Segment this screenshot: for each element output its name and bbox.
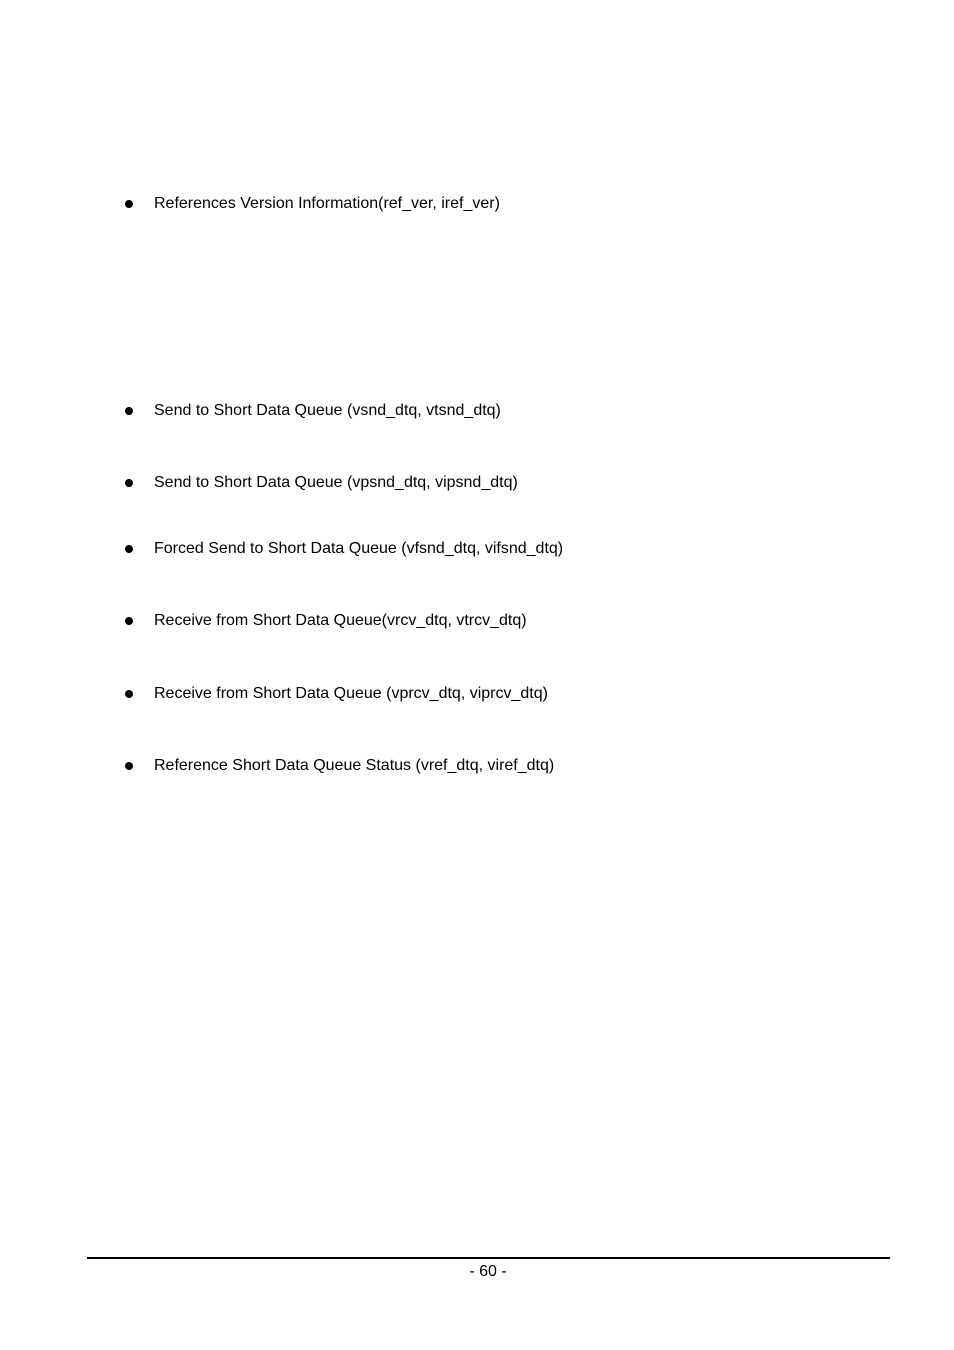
bullet-icon [125,762,133,770]
list-item [125,400,501,422]
list-item [125,610,527,632]
page-number: - 60 - [469,1263,507,1280]
bullet-icon [125,617,133,625]
bullet-icon [125,479,133,487]
list-item [125,472,518,494]
list-item-text: Send to Short Data Queue (vpsnd_dtq, vipsnd_dtq) [154,474,518,491]
list-item-text: Send to Short Data Queue (vsnd_dtq, vtsnd_dtq) [154,402,501,419]
list-item-text: Receive from Short Data Queue (vprcv_dtq, viprcv_dtq) [154,685,548,702]
list-item [125,193,500,215]
list-item [125,755,554,777]
footer-divider [87,1257,890,1259]
bullet-icon [125,690,133,698]
list-item [125,538,563,560]
bullet-icon [125,545,133,553]
bullet-icon [125,200,133,208]
list-item-text: Forced Send to Short Data Queue (vfsnd_dtq, vifsnd_dtq) [154,540,564,557]
list-item-text: References Version Information(ref_ver, iref_ver) [154,195,500,212]
list-item-text: Receive from Short Data Queue(vrcv_dtq, vtrcv_dtq) [154,612,527,629]
list-item [125,683,548,705]
list-item-text: Reference Short Data Queue Status (vref_dtq, viref_dtq) [154,757,555,774]
bullet-icon [125,407,133,415]
